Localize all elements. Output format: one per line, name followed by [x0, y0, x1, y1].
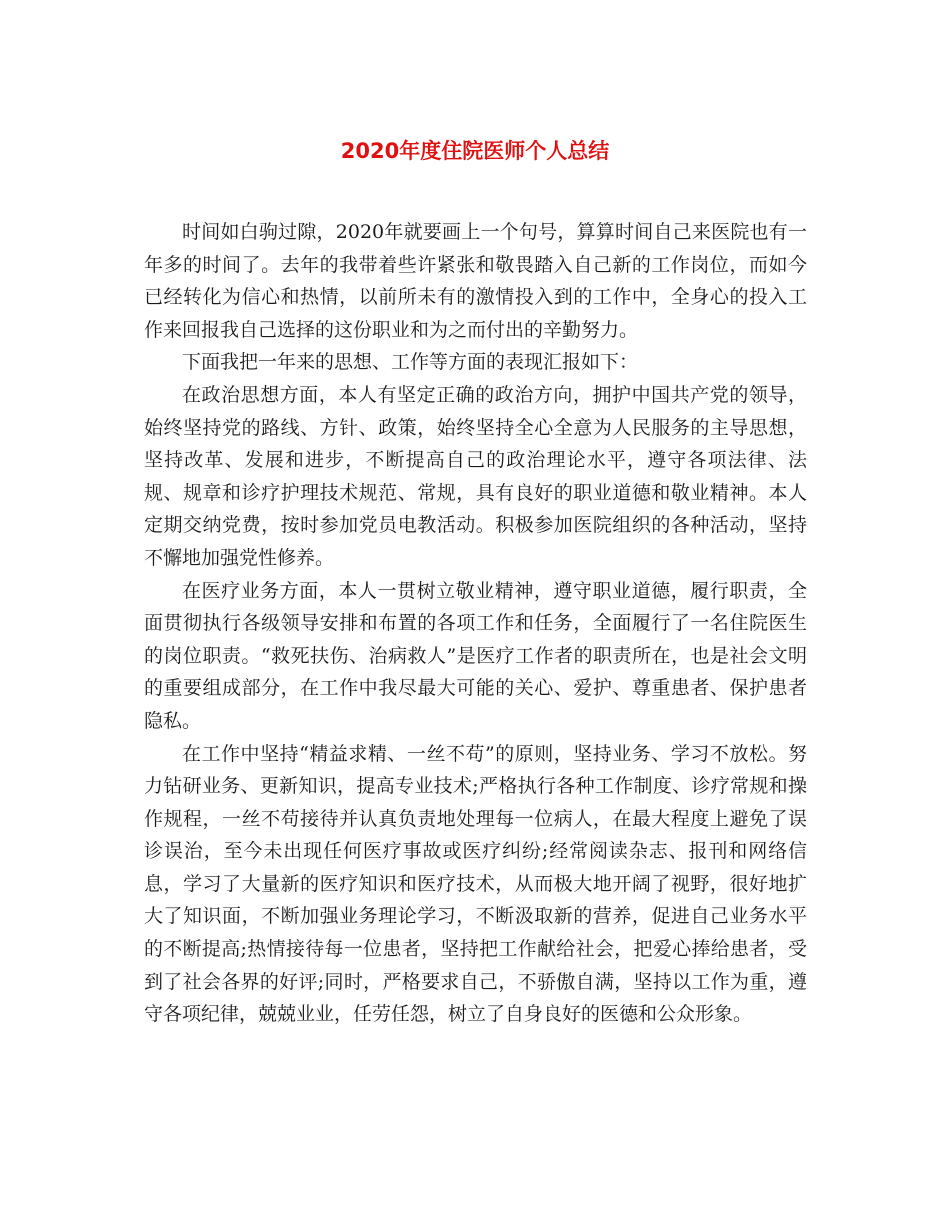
paragraph-medical-work: 在医疗业务方面，本人一贯树立敬业精神，遵守职业道德，履行职责，全面贯彻执行各级领导安排和布置的各项工作和任务，全面履行了一名住院医生的岗位职责。“救死扶伤、治病救人”是医疗工作者的职责所在，也是社会文明的重要组成部分，在工作中我尽最大可能的关心、爱护、尊重患者、保护患者隐私。 — [144, 579, 807, 732]
document-title: 2020年度住院医师个人总结 — [340, 139, 610, 163]
paragraph-work-principles: 在工作中坚持“精益求精、一丝不苟”的原则，坚持业务、学习不放松。努力钻研业务、更新知识，提高专业技术;严格执行各种工作制度、诊疗常规和操作规程，一丝不苟接待并认真负责地处理每一位病人，在最大程度上避免了误诊误治，至今未出现任何医疗事故或医疗纠纷;经常阅读杂志、报刊和网络信息，学习了大量新的医疗知识和医疗技术，从而极大地开阔了视野，很好地扩大了知识面，不断加强业务理论学习，不断汲取新的营养，促进自己业务水平的不断提高;热情接待每一位患者，坚持把工作献给社会，把爱心捧给患者，受到了社会各界的好评;同时，严格要求自己，不骄傲自满，坚持以工作为重，遵守各项纪律，兢兢业业，任劳任怨，树立了自身良好的医德和公众形象。 — [144, 742, 807, 1026]
paragraph-political-thought: 在政治思想方面，本人有坚定正确的政治方向，拥护中国共产党的领导，始终坚持党的路线、方针、政策，始终坚持全心全意为人民服务的主导思想，坚持改革、发展和进步，不断提高自己的政治理论水平，遵守各项法律、法规、规章和诊疗护理技术规范、常规，具有良好的职业道德和敬业精神。本人定期交纳党费，按时参加党员电教活动。积极参加医院组织的各种活动，坚持不懈地加强党性修养。 — [144, 383, 807, 569]
paragraph-report-lead: 下面我把一年来的思想、工作等方面的表现汇报如下： — [182, 351, 639, 374]
paragraph-intro: 时间如白驹过隙，2020年就要画上一个句号，算算时间自己来医院也有一年多的时间了。去年的我带着些许紧张和敬畏踏入自己新的工作岗位，而如今已经转化为信心和热情，以前所未有的激情投入到的工作中，全身心的投入工作来回报我自己选择的这份职业和为之而付出的辛勤努力。 — [144, 221, 807, 341]
document-body — [144, 216, 807, 1031]
